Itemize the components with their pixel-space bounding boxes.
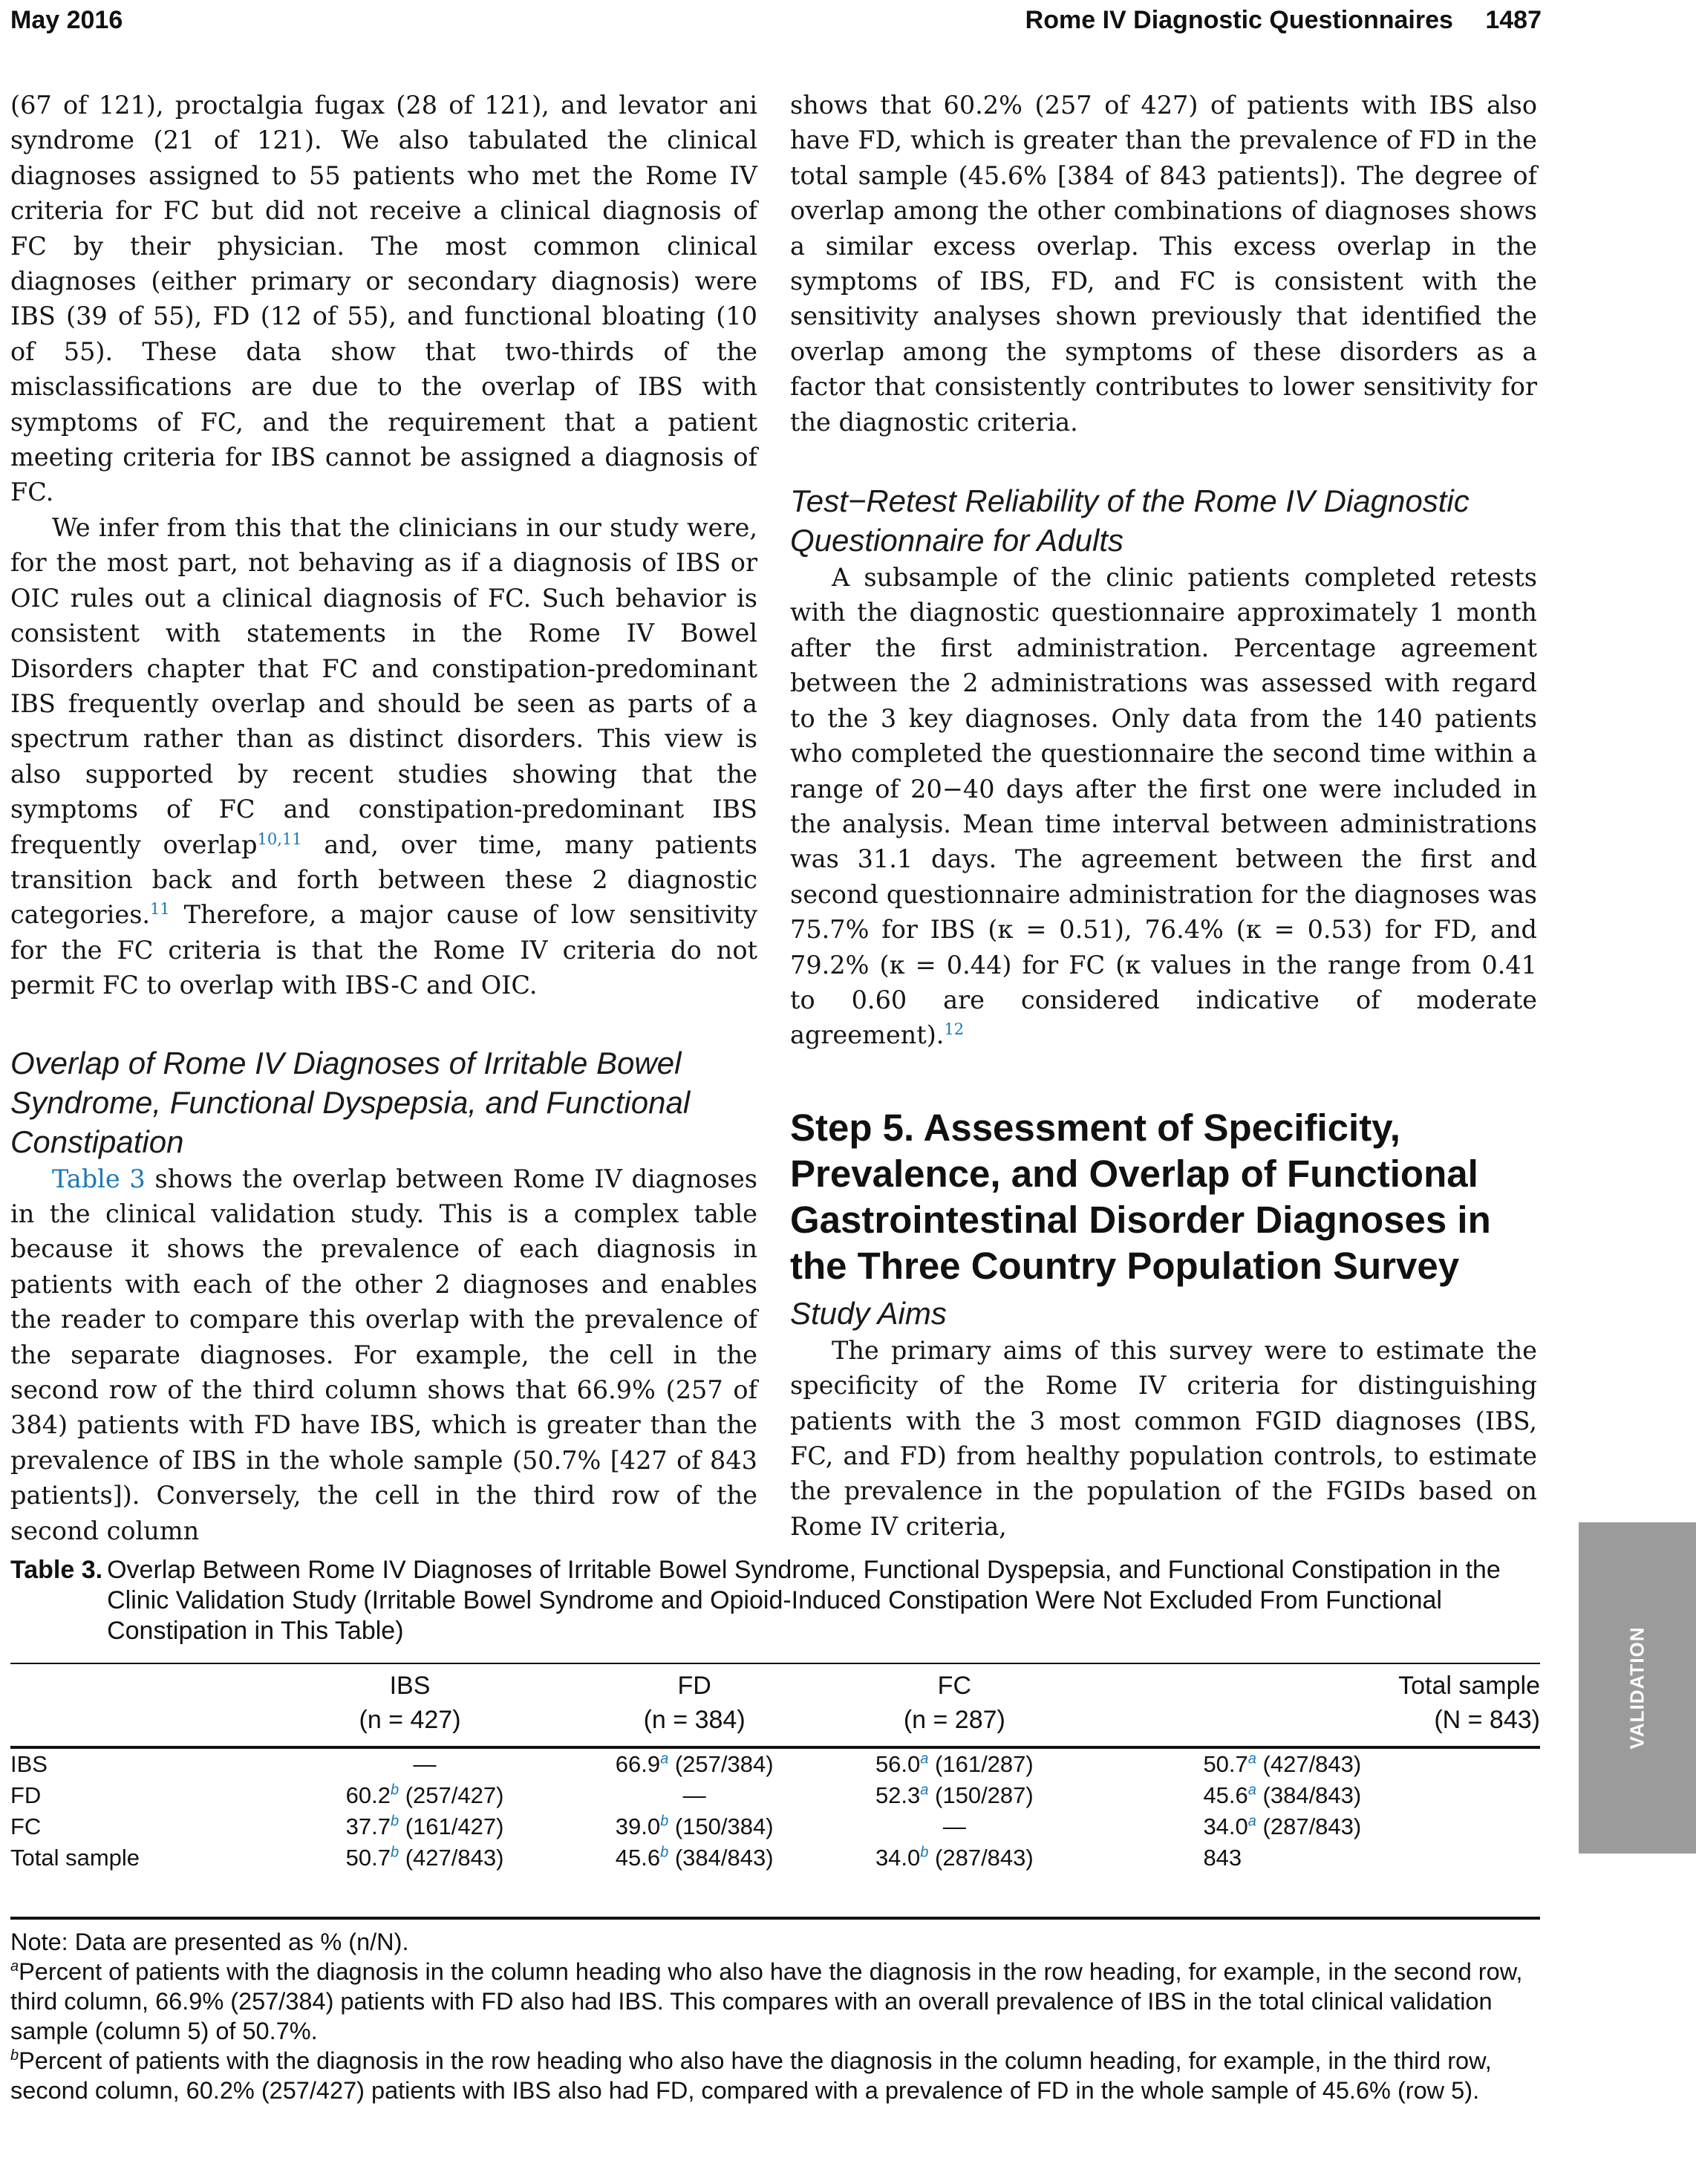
footnote-mark: b bbox=[920, 1844, 929, 1861]
table-row bbox=[10, 1811, 1540, 1842]
cell-value: 37.7 bbox=[345, 1813, 391, 1839]
table-cell bbox=[1084, 1842, 1540, 1874]
cell-count: (161/427) bbox=[399, 1813, 504, 1839]
footnote-mark: b bbox=[660, 1844, 669, 1861]
footnote-mark: a bbox=[1247, 1813, 1256, 1830]
cell-count: (427/843) bbox=[399, 1845, 504, 1871]
cell-count: (257/427) bbox=[399, 1782, 504, 1808]
cell-count: (427/843) bbox=[1256, 1751, 1362, 1777]
footnote-mark: b bbox=[10, 2047, 19, 2064]
column-header bbox=[1084, 1664, 1540, 1737]
overlap-table bbox=[10, 1664, 1540, 1874]
row-label: FC bbox=[10, 1813, 42, 1839]
table-label: Table 3. bbox=[10, 1556, 103, 1584]
footnote-mark: a bbox=[920, 1750, 929, 1767]
row-label: IBS bbox=[10, 1751, 48, 1777]
paragraph-text: and, over time, many patients transition back and forth between these 2 diagnostic categories. bbox=[10, 829, 757, 930]
column-header bbox=[255, 1664, 564, 1737]
citation-link[interactable]: 10,11 bbox=[257, 829, 302, 848]
cell-value: 52.3 bbox=[875, 1782, 921, 1808]
section-heading-test-retest: Test−Retest Reliability of the Rome IV Diagnostic Questionnaire for Adults bbox=[790, 483, 1470, 558]
cell-value: 39.0 bbox=[615, 1813, 661, 1839]
footnote-mark: a bbox=[10, 1958, 19, 1975]
section-heading-step5: Step 5. Assessment of Specificity, Prevalence, and Overlap of Functional Gastrointestinal Disorder Diagnoses in the Three Country Population Survey bbox=[790, 1106, 1491, 1287]
footnote-b bbox=[10, 2046, 1540, 2105]
footnote-text: Percent of patients with the diagnosis in the row heading who also have the diagnosis in the column heading, for example, in the third row, second column, 60.2% (257/427) patients with IBS also had FD, compared with a prevalence of FD in the whole sample of 45.6% (row 5). bbox=[10, 2047, 1492, 2104]
paragraph-text: shows the overlap between Rome IV diagnoses in the clinical validation study. This is a complex table because it shows the prevalence of each diagnosis in patients with each of the other 2 diagnoses and enables the reader to compare this overlap with the prevalence of the separate diagnoses. For example, the cell in the second row of the third column shows that 66.9% (257 of 384) patients with FD have IBS, which is greater than the prevalence of IBS in the whole sample (50.7% [427 of 843 patients]). Conversely, the cell in the third row of the second column bbox=[10, 1164, 757, 1545]
paragraph-clinician-inference bbox=[10, 510, 757, 1003]
cell-count: (384/843) bbox=[1256, 1782, 1362, 1808]
column-header bbox=[824, 1664, 1084, 1737]
footnote-mark: a bbox=[1247, 1750, 1256, 1767]
table-caption bbox=[10, 1555, 1540, 1646]
column-header-n: (N = 843) bbox=[1434, 1706, 1540, 1734]
footnote-a bbox=[10, 1957, 1540, 2046]
footnote-mark: b bbox=[660, 1813, 669, 1830]
table-header-row bbox=[10, 1664, 1540, 1737]
footnote-mark: b bbox=[390, 1844, 399, 1861]
paragraph-overlap-continued: shows that 60.2% (257 of 427) of patients with IBS also have FD, which is greater than the prevalence of FD in the total sample (45.6% [384 of 843 patients]). The degree of overlap among the other combinations of diagnoses shows a similar excess overlap. This excess overlap in the symptoms of IBS, FD, and FC is consistent with the sensitivity analyses shown previously that identified the overlap among the symptoms of these disorders as a factor that consistently contributes to lower sensitivity for the diagnostic criteria. bbox=[790, 91, 1537, 437]
footnote-mark: b bbox=[390, 1813, 399, 1830]
table-cell bbox=[564, 1780, 824, 1811]
cell-value: — bbox=[942, 1813, 966, 1839]
table-row bbox=[10, 1780, 1540, 1811]
table-notes bbox=[10, 1927, 1540, 2105]
column-header-name: FC bbox=[937, 1672, 971, 1700]
cell-value: 50.7 bbox=[1203, 1751, 1248, 1777]
footnote-mark: a bbox=[920, 1782, 929, 1799]
section-heading-overlap: Overlap of Rome IV Diagnoses of Irritable Bowel Syndrome, Functional Dyspepsia, and Functional Constipation bbox=[10, 1045, 691, 1159]
left-column bbox=[10, 88, 757, 1548]
cell-count: (150/287) bbox=[928, 1782, 1034, 1808]
table-cell bbox=[255, 1842, 564, 1874]
table-cell bbox=[564, 1749, 824, 1780]
paragraph-text: We infer from this that the clinicians in our study were, for the most part, not behaving as if a diagnosis of IBS or OIC rules out a clinical diagnosis of FC. Such behavior is consistent with statements in the Rome IV Bowel Disorders chapter that FC and constipation-predominant IBS frequently overlap and should be seen as parts of a spectrum rather than as distinct disorders. This view is also supported by recent studies showing that the symptoms of FC and constipation-predominant IBS frequently overlap bbox=[10, 512, 757, 859]
paragraph-misclassification: (67 of 121), proctalgia fugax (28 of 121), and levator ani syndrome (21 of 121). We also tabulated the clinical diagnoses assigned to 55 patients who met the Rome IV criteria for FC but did not receive a clinical diagnosis of FC by their physician. The most common clinical diagnoses (either primary or secondary diagnosis) were IBS (39 of 55), FD (12 of 55), and functional bloating (10 of 55). These data show that two-thirds of the misclassifications are due to the overlap of IBS with symptoms of FC, and the requirement that a patient meeting criteria for IBS cannot be assigned a diagnosis of FC. bbox=[10, 91, 757, 507]
cell-value: 50.7 bbox=[345, 1845, 391, 1871]
table-cell bbox=[1084, 1780, 1540, 1811]
cell-value: 45.6 bbox=[615, 1845, 661, 1871]
cell-value: — bbox=[682, 1782, 706, 1808]
footnote-mark: a bbox=[1247, 1782, 1256, 1799]
section-side-tab bbox=[1579, 1522, 1696, 1854]
column-header bbox=[564, 1664, 824, 1737]
paragraph-text: Therefore, a major cause of low sensitivity for the FC criteria is that the Rome IV criteria do not permit FC to overlap with IBS-C and OIC. bbox=[10, 900, 757, 1000]
column-header-name: Total sample bbox=[1398, 1672, 1540, 1700]
table-cell bbox=[824, 1780, 1084, 1811]
paragraph-study-aims: The primary aims of this survey were to estimate the specificity of the Rome IV criteria for distinguishing patients with the 3 most common FGID diagnoses (IBS, FC, and FD) from healthy population controls, to estimate the prevalence in the population of the FGIDs based on Rome IV criteria, bbox=[790, 1335, 1537, 1541]
side-tab-label: VALIDATION bbox=[1625, 1626, 1648, 1750]
cell-count: (257/384) bbox=[668, 1751, 774, 1777]
table-reference-link[interactable]: Table 3 bbox=[52, 1164, 146, 1193]
cell-count: (384/843) bbox=[668, 1845, 774, 1871]
table-cell bbox=[255, 1749, 564, 1780]
table-3-block bbox=[10, 1555, 1540, 2105]
table-cell bbox=[255, 1780, 564, 1811]
row-label: FD bbox=[10, 1782, 42, 1808]
cell-value: 34.0 bbox=[875, 1845, 921, 1871]
row-label: Total sample bbox=[10, 1845, 140, 1871]
table-cell bbox=[1084, 1811, 1540, 1842]
cell-value: 66.9 bbox=[615, 1751, 661, 1777]
table-row bbox=[10, 1842, 1540, 1874]
cell-count: (150/384) bbox=[668, 1813, 774, 1839]
column-header-name: IBS bbox=[389, 1672, 431, 1700]
column-header-name: FD bbox=[677, 1672, 711, 1700]
table-cell bbox=[564, 1811, 824, 1842]
paragraph-text: A subsample of the clinic patients completed retests with the diagnostic questionnaire approximately 1 month after the first administration. Percentage agreement between the 2 administrations was assessed with regard to the 3 key diagnoses. Only data from the 140 patients who completed the questionnaire the second time within a range of 20−40 days after the first one were included in the analysis. Mean time interval between administrations was 31.1 days. The agreement between the first and second questionnaire administration for the diagnoses was 75.7% for IBS (κ = 0.51), 76.4% (κ = 0.53) for FD, and 79.2% (κ = 0.44) for FC (κ values in the range from 0.41 to 0.60 are considered indicative of moderate agreement). bbox=[790, 563, 1537, 1050]
column-header-n: (n = 427) bbox=[359, 1706, 461, 1734]
cell-value: — bbox=[413, 1751, 437, 1777]
paragraph-table3-description bbox=[10, 1161, 757, 1548]
right-column bbox=[790, 88, 1537, 1544]
cell-value: 56.0 bbox=[875, 1751, 921, 1777]
table-bottom-rule bbox=[10, 1917, 1540, 1920]
citation-link[interactable]: 11 bbox=[150, 900, 170, 919]
column-header-n: (n = 287) bbox=[903, 1706, 1005, 1734]
citation-link[interactable]: 12 bbox=[944, 1020, 965, 1039]
table-cell bbox=[824, 1842, 1084, 1874]
table-row bbox=[10, 1749, 1540, 1780]
table-header-blank bbox=[10, 1664, 255, 1737]
table-cell bbox=[1084, 1749, 1540, 1780]
running-header-title-page: Rome IV Diagnostic Questionnaires 1487 bbox=[1025, 6, 1542, 34]
column-header-n: (n = 384) bbox=[643, 1706, 746, 1734]
cell-count: (161/287) bbox=[928, 1751, 1034, 1777]
cell-value: 60.2 bbox=[345, 1782, 391, 1808]
running-header-date: May 2016 bbox=[10, 6, 123, 34]
paragraph-test-retest bbox=[790, 560, 1537, 1053]
table-cell bbox=[824, 1749, 1084, 1780]
table-note: Note: Data are presented as % (n/N). bbox=[10, 1929, 409, 1955]
table-cell bbox=[255, 1811, 564, 1842]
table-cell bbox=[824, 1811, 1084, 1842]
cell-value: 34.0 bbox=[1203, 1813, 1248, 1839]
cell-value: 843 bbox=[1203, 1845, 1242, 1871]
table-caption-text: Overlap Between Rome IV Diagnoses of Irritable Bowel Syndrome, Functional Dyspepsia, and Functional Constipation in the Clinic Validation Study (Irritable Bowel Syndrome and Opioid-Induced Constipation Were Not Excluded From Functional Constipation in This Table) bbox=[107, 1556, 1501, 1645]
footnote-mark: b bbox=[390, 1782, 399, 1799]
footnote-text: Percent of patients with the diagnosis in the column heading who also have the diagnosis in the row heading, for example, in the second row, third column, 66.9% (257/384) patients with FD also had IBS. This compares with an overall prevalence of IBS in the total clinical validation sample (column 5) of 50.7%. bbox=[10, 1958, 1523, 2044]
footnote-mark: a bbox=[660, 1750, 669, 1767]
cell-value: 45.6 bbox=[1203, 1782, 1248, 1808]
table-cell bbox=[564, 1842, 824, 1874]
cell-count: (287/843) bbox=[1256, 1813, 1362, 1839]
cell-count: (287/843) bbox=[928, 1845, 1034, 1871]
section-heading-study-aims: Study Aims bbox=[790, 1295, 947, 1331]
